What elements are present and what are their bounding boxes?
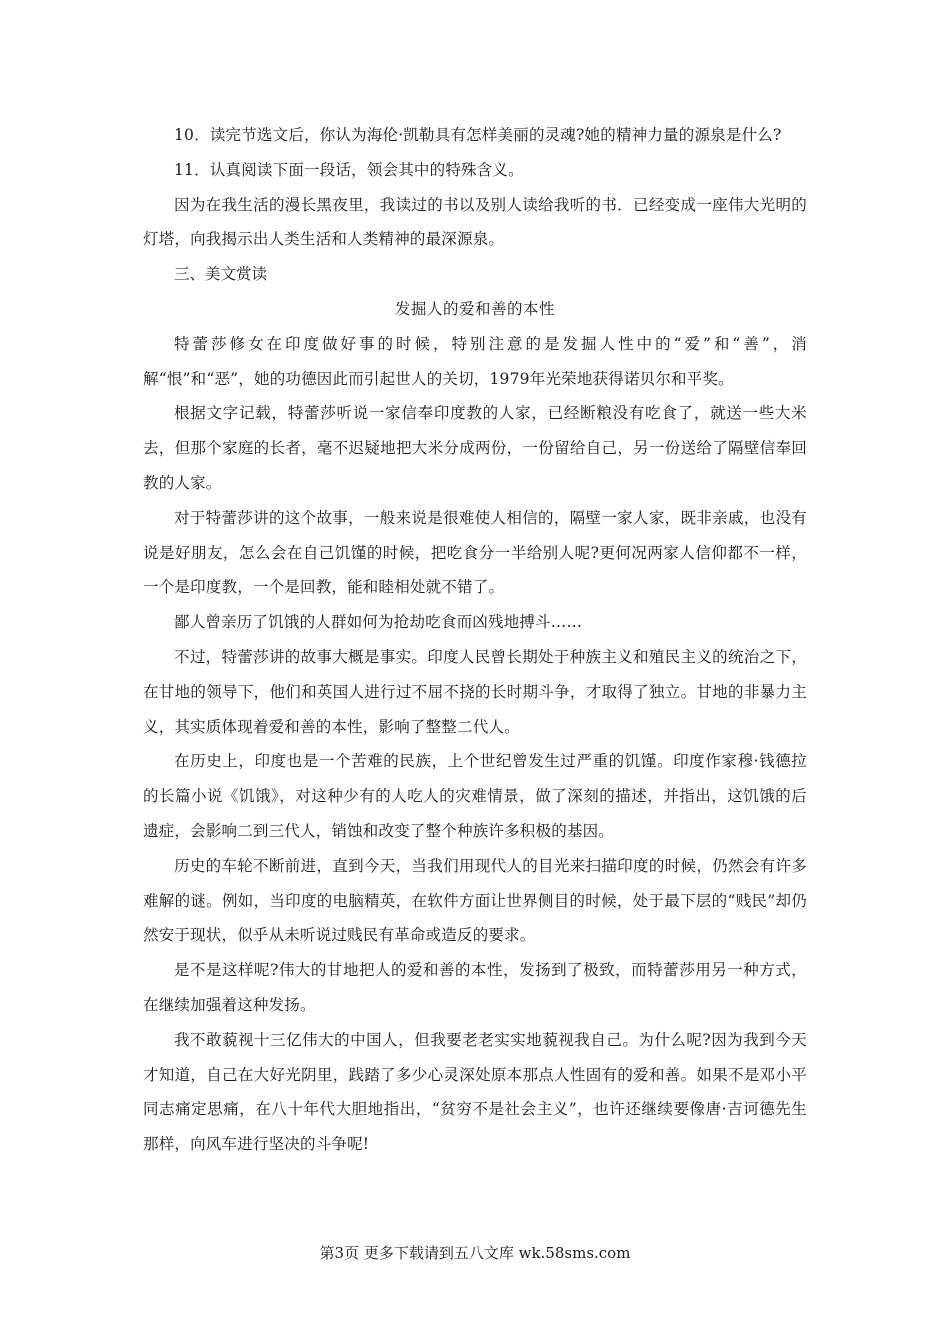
article-title: 发掘人的爱和善的本性 [394, 299, 555, 318]
question-11-quote: 因为在我生活的漫长黑夜里，我读过的书以及别人读给我听的书．已经变成一座伟大光明的灯塔，向我揭示出人类生活和人类精神的最深源泉。 [143, 195, 807, 249]
article-paragraph-5: 不过，特蕾莎讲的故事大概是事实。印度人民曾长期处于种族主义和殖民主义的统治之下，在甘地的领导下，他们和英国人进行过不屈不挠的长时期斗争，才取得了独立。甘地的非暴力主义，其实质体现着爱和善的本性，影响了整整二代人。 [143, 647, 807, 736]
article-paragraph-9: 我不敢藐视十三亿伟大的中国人，但我要老老实实地藐视我自己。为什么呢?因为我到今天才知道，自己在大好光阴里，践踏了多少心灵深处原本那点人性固有的爱和善。如果不是邓小平同志痛定思痛，在八十年代大胆地指出，“贫穷不是社会主义”，也许还继续要像唐·吉诃德先生那样，向风车进行坚决的斗争呢! [143, 1030, 807, 1154]
section-heading: 三、美文赏读 [174, 265, 268, 284]
question-10: 10．读完节选文后，你认为海伦·凯勒具有怎样美丽的灵魂?她的精神力量的源泉是什么? [174, 126, 782, 144]
document-body [143, 118, 807, 1162]
article-paragraph-8: 是不是这样呢?伟大的甘地把人的爱和善的本性，发扬到了极致，而特蕾莎用另一种方式，在继续加强着这种发扬。 [143, 961, 807, 1014]
article-paragraph-1: 特蕾莎修女在印度做好事的时候，特别注意的是发掘人性中的“爱”和“善”，消解“恨”和“恶”，她的功德因此而引起世人的关切，1979年光荣地获得诺贝尔和平奖。 [143, 334, 807, 388]
question-11: 11．认真阅读下面一段话，领会其中的特殊含义。 [174, 160, 524, 179]
article-paragraph-3: 对于特蕾莎讲的这个故事，一般来说是很难使人相信的，隔壁一家人家，既非亲戚，也没有说是好朋友，怎么会在自己饥馑的时候，把吃食分一半给别人呢?更何况两家人信仰都不一样，一个是印度教，一个是回教，能和睦相处就不错了。 [143, 508, 807, 597]
article-paragraph-6: 在历史上，印度也是一个苦难的民族，上个世纪曾发生过严重的饥馑。印度作家穆·钱德拉的长篇小说《饥饿》，对这种少有的人吃人的灾难情景，做了深刻的描述，并指出，这饥饿的后遗症，会影响二到三代人，销蚀和改变了整个种族许多积极的基因。 [143, 752, 807, 840]
article-paragraph-7: 历史的车轮不断前进，直到今天，当我们用现代人的目光来扫描印度的时候，仍然会有许多难解的谜。例如，当印度的电脑精英，在软件方面让世界侧目的时候，处于最下层的“贱民”却仍然安于现状，似乎从未听说过贱民有革命或造反的要求。 [143, 856, 807, 945]
page-footer: 第3页 更多下载请到五八文库 wk.58sms.com [319, 1244, 631, 1262]
article-paragraph-4: 鄙人曾亲历了饥饿的人群如何为抢劫吃食而凶残地搏斗…… [174, 613, 583, 632]
article-paragraph-2: 根据文字记载，特蕾莎听说一家信奉印度教的人家，已经断粮没有吃食了，就送一些大米去，但那个家庭的长者，毫不迟疑地把大米分成两份，一份留给自己，另一份送给了隔壁信奉回教的人家。 [143, 404, 807, 492]
